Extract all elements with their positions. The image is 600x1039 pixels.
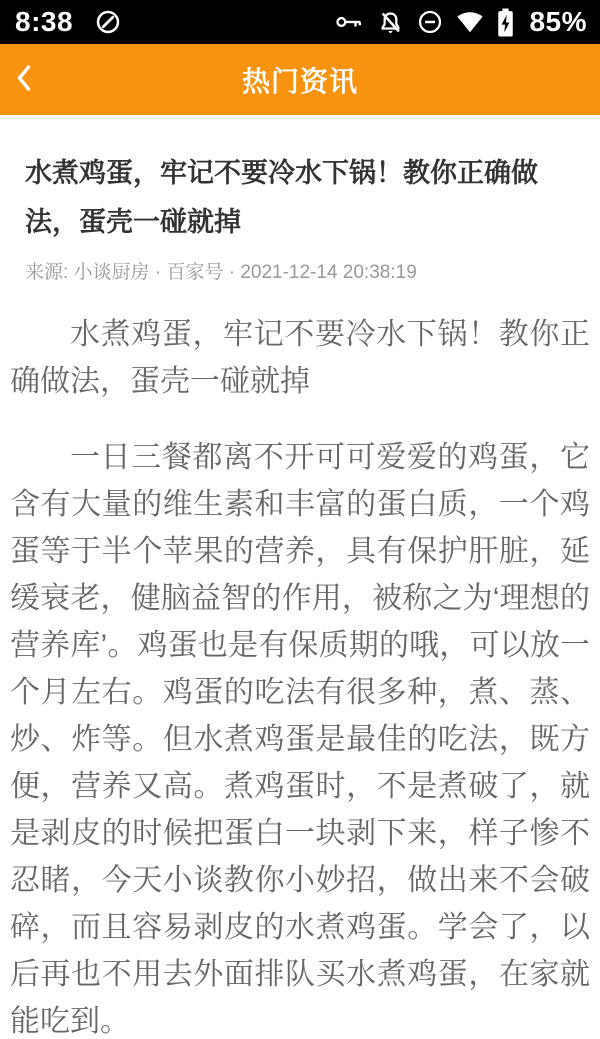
article-paragraph: 水煮鸡蛋，牢记不要冷水下锅！教你正确做法，蛋壳一碰就掉	[10, 318, 590, 398]
chevron-left-icon	[14, 62, 34, 97]
battery-percent: 85%	[529, 6, 587, 37]
article-source: 来源: 小谈厨房 · 百家号 · 2021-12-14 20:38:19	[25, 262, 417, 283]
wifi-icon	[456, 9, 484, 35]
page-title: 热门资讯	[241, 65, 358, 97]
vpn-key-icon	[334, 9, 364, 35]
article-paragraph: 一日三餐都离不开可可爱爱的鸡蛋，它含有大量的维生素和丰富的蛋白质，一个鸡蛋等于半个苹果的营养，具有保护肝脏，延缓衰老，健脑益智的作用，被称之为‘理想的营养库’。鸡蛋也是有保质期的哦，可以放一个月左右。鸡蛋的吃法有很多种，煮、蒸、炒、炸等。但水煮鸡蛋是最佳的吃法，既方便，营养又高。煮鸡蛋时，不是煮破了，就是剥皮的时候把蛋白一块剥下来，样子惨不忍睹，今天小谈教你小妙招，做出来不会破碎，而且容易剥皮的水煮鸡蛋。学会了，以后再也不用去外面排队买水煮鸡蛋，在家就能吃到。	[10, 441, 590, 1038]
status-bar-indicators	[334, 6, 587, 38]
article-content[interactable]	[0, 115, 600, 1039]
do-not-disturb-icon	[417, 9, 443, 35]
app-header	[0, 44, 600, 115]
article-body	[10, 311, 590, 1039]
battery-charging-icon	[497, 8, 514, 37]
article-title: 水煮鸡蛋，牢记不要冷水下锅！教你正确做法，蛋壳一碰就掉	[25, 158, 538, 237]
back-button[interactable]	[14, 44, 62, 115]
status-bar	[0, 0, 600, 44]
status-time: 8:38	[15, 6, 74, 37]
circle-slash-icon	[95, 9, 121, 35]
notifications-off-icon	[377, 9, 404, 36]
